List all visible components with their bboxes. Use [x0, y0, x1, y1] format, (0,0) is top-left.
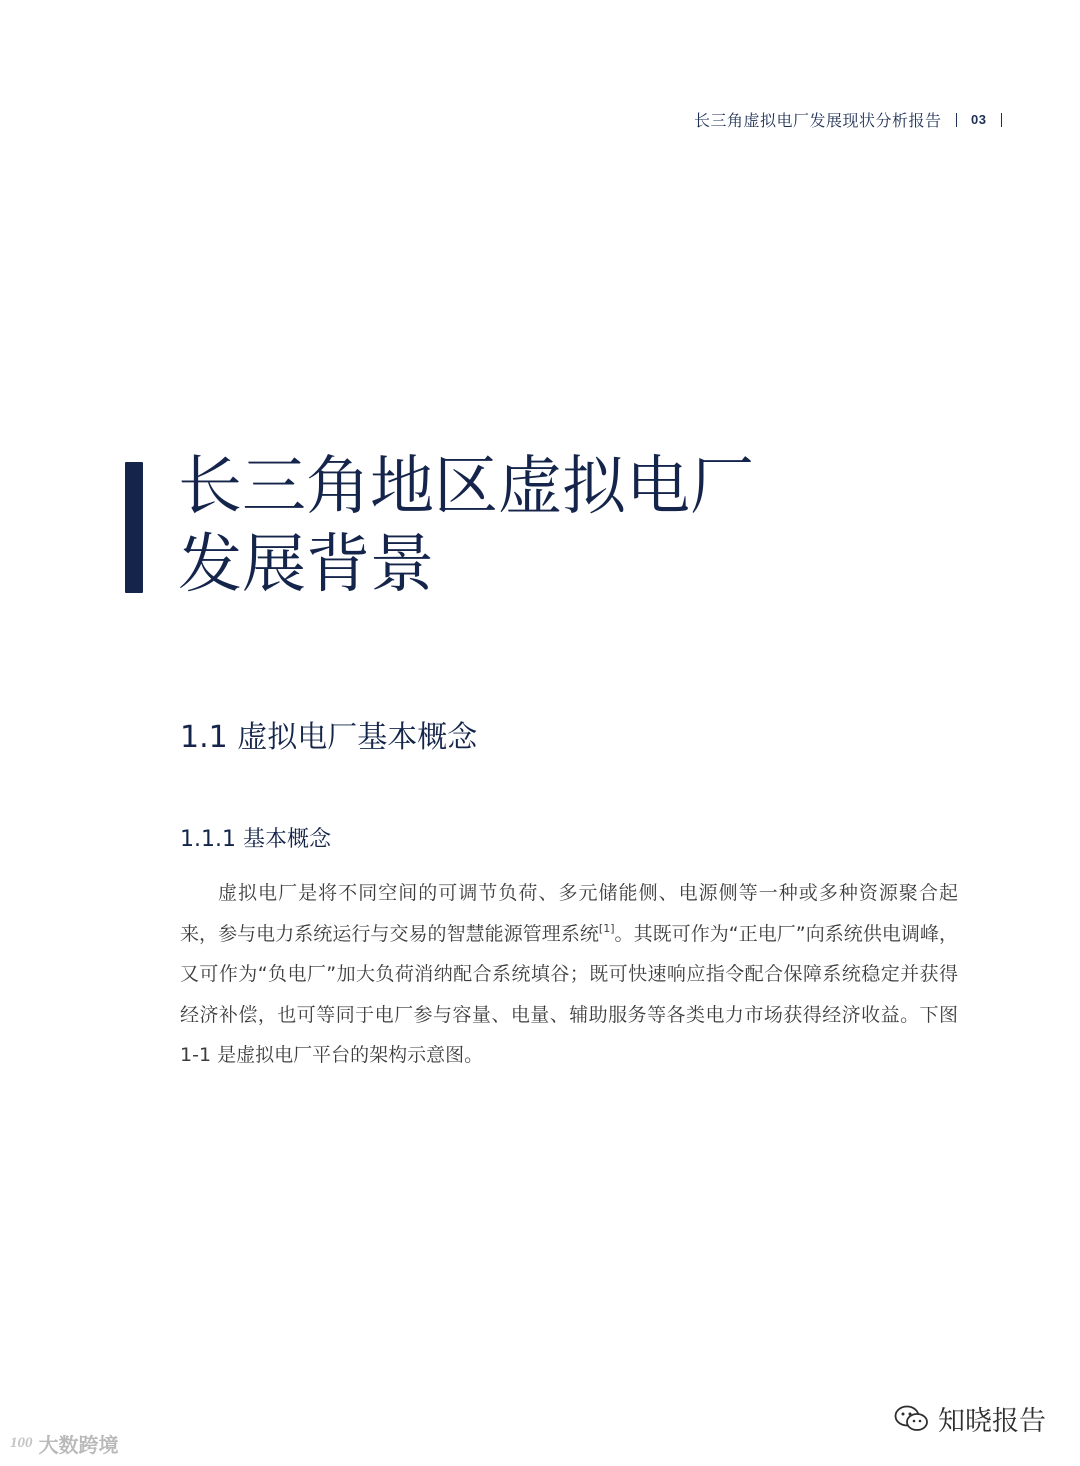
running-header [694, 108, 1002, 131]
header-divider-left [956, 113, 958, 127]
chapter-title-line-2: 发展背景 [178, 528, 434, 602]
chapter-title [178, 448, 938, 604]
chapter-title-line-1: 长三角地区虚拟电厂 [178, 450, 754, 524]
header-divider-right [1001, 113, 1003, 127]
section-title: 1.1 虚拟电厂基本概念 [180, 720, 478, 755]
paragraph-part-2: 。其既可作为“正电厂”向系统供电调峰，又可作为“负电厂”加大负荷消纳配合系统填谷；既可快速响应指令配合保障系统稳定并获得经济补偿，也可等同于电厂参与容量、电量、辅助服务等各类电力市场获得经济收益。下图 1-1 是虚拟电厂平台的架构示意图。 [180, 922, 958, 1066]
watermark-right-text: 知晓报告 [938, 1406, 1046, 1437]
watermark-left-text: 大数跨境 [38, 1433, 119, 1457]
wechat-icon [894, 1404, 930, 1434]
paragraph-part-1: 虚拟电厂是将不同空间的可调节负荷、多元储能侧、电源侧等一种或多种资源聚合起来，参与电力系统运行与交易的智慧能源管理系统 [180, 882, 958, 945]
chapter-accent-bar [125, 462, 143, 593]
watermark-right [894, 1399, 1046, 1438]
watermark-left [10, 1429, 119, 1458]
report-title: 长三角虚拟电厂发展现状分析报告 [694, 111, 942, 130]
citation-reference: [1] [598, 921, 615, 935]
subsection-title: 1.1.1 基本概念 [180, 827, 331, 852]
page-number: 03 [971, 112, 987, 127]
watermark-left-logo: 100 [10, 1435, 33, 1451]
body-paragraph [180, 873, 958, 1076]
